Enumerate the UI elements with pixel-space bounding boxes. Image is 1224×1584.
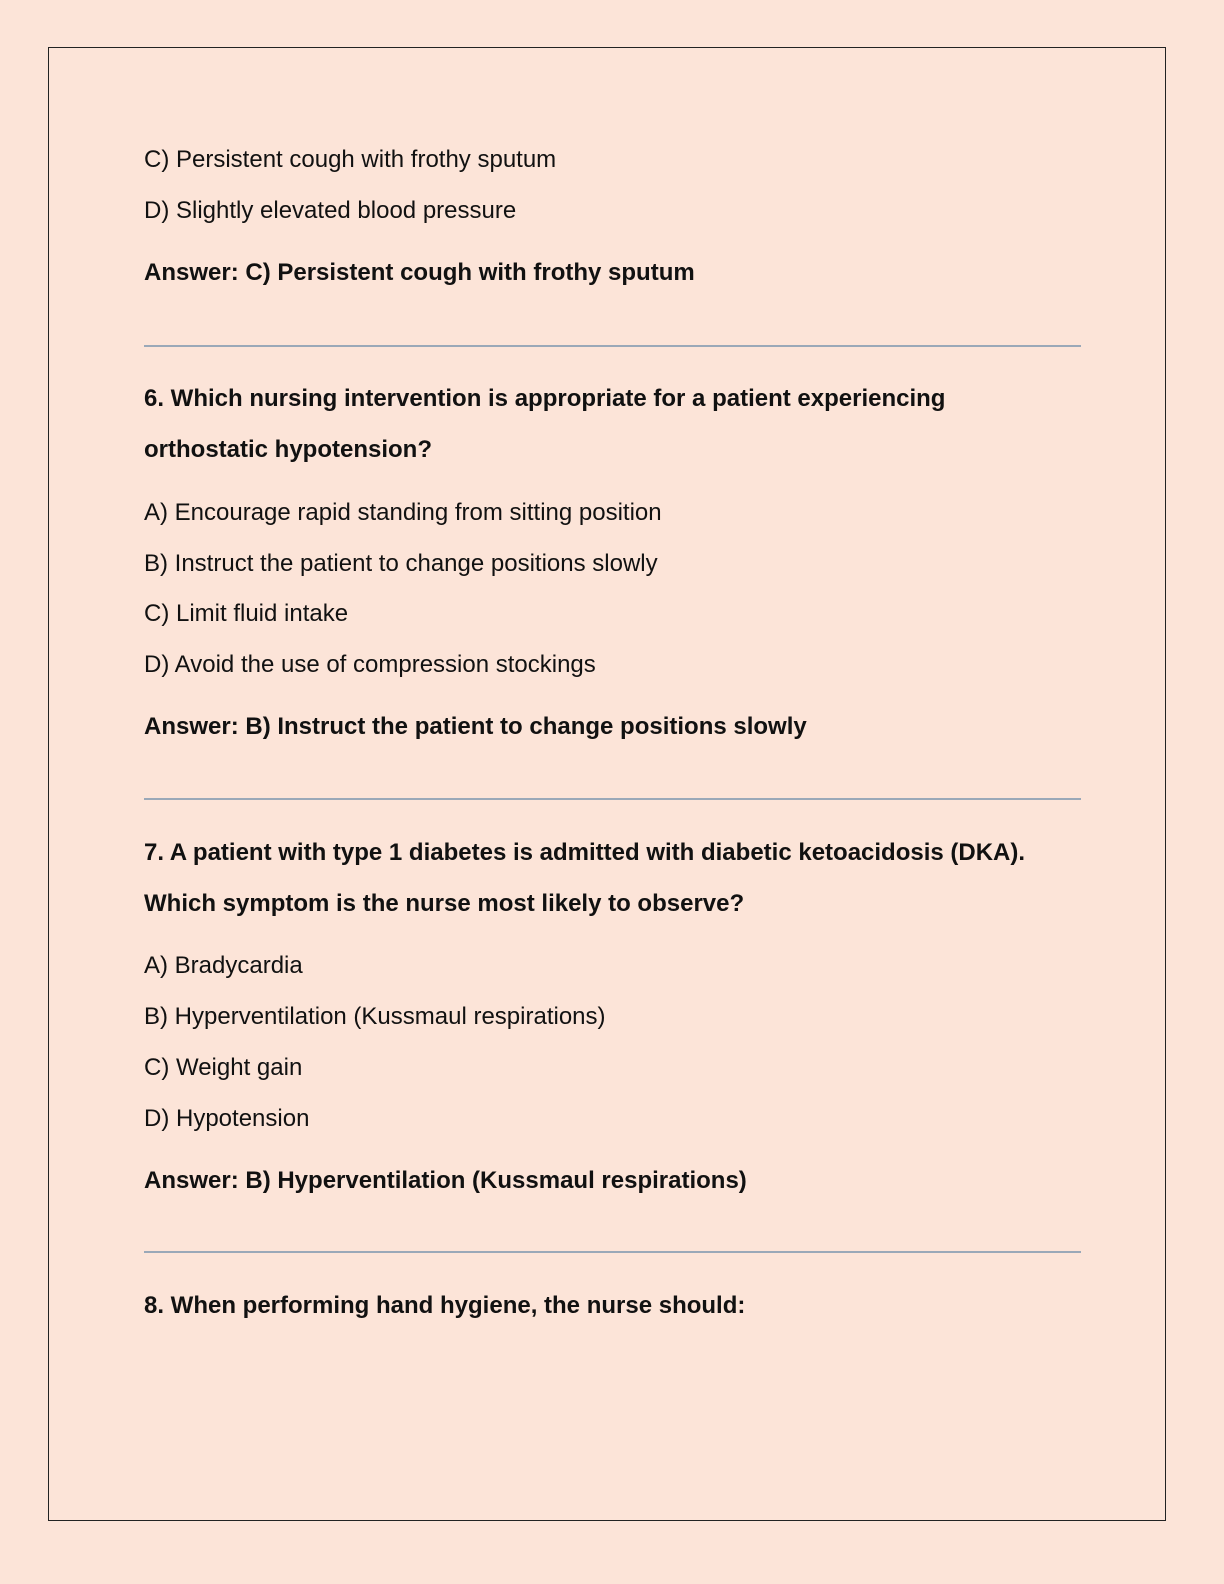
q5-option-d: D) Slightly elevated blood pressure <box>144 197 517 224</box>
q7-question-line-2: Which symptom is the nurse most likely to observe? <box>144 890 745 917</box>
q6-option-b: B) Instruct the patient to change positions slowly <box>144 550 658 577</box>
q7-answer: Answer: B) Hyperventilation (Kussmaul respirations) <box>144 1167 747 1194</box>
q6-option-a: A) Encourage rapid standing from sitting position <box>144 499 662 526</box>
section-divider <box>144 1251 1081 1253</box>
q6-option-c: C) Limit fluid intake <box>144 600 349 627</box>
q7-option-c: C) Weight gain <box>144 1054 303 1081</box>
section-divider <box>144 798 1081 800</box>
q7-question-line-1: 7. A patient with type 1 diabetes is admitted with diabetic ketoacidosis (DKA). <box>144 839 1026 866</box>
q8-question-line-1: 8. When performing hand hygiene, the nurse should: <box>144 1292 746 1319</box>
q6-question-line-1: 6. Which nursing intervention is appropriate for a patient experiencing <box>144 385 946 412</box>
q7-option-b: B) Hyperventilation (Kussmaul respirations) <box>144 1003 606 1030</box>
q7-option-a: A) Bradycardia <box>144 952 303 979</box>
q5-answer: Answer: C) Persistent cough with frothy sputum <box>144 259 695 286</box>
q7-option-d: D) Hypotension <box>144 1105 310 1132</box>
section-divider <box>144 345 1081 347</box>
q6-answer: Answer: B) Instruct the patient to change positions slowly <box>144 713 807 740</box>
q5-option-c: C) Persistent cough with frothy sputum <box>144 146 557 173</box>
q6-option-d: D) Avoid the use of compression stockings <box>144 651 596 678</box>
q6-question-line-2: orthostatic hypotension? <box>144 436 432 463</box>
